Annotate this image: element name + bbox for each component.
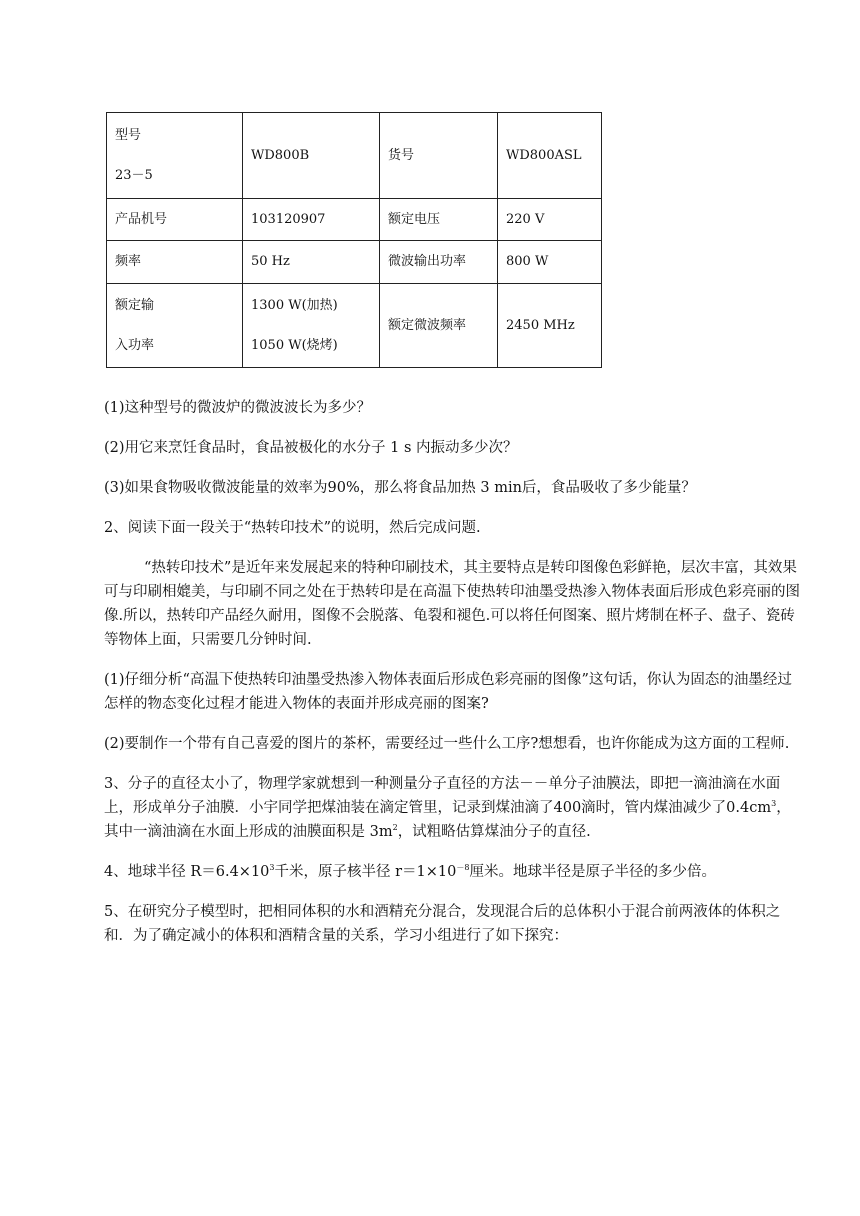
table-cell: 50 Hz	[243, 241, 380, 284]
q1-part-2: (2)用它来烹饪食品时，食品被极化的水分子 1 s 内振动多少次？	[104, 440, 518, 456]
table-cell: 1300 W(加热) 1050 W(烧烤)	[243, 284, 380, 368]
table-row	[107, 284, 602, 368]
table-cell: 额定微波频率	[380, 284, 498, 368]
table-cell: 2450 MHz	[498, 284, 602, 368]
table-cell: 额定电压	[380, 199, 498, 241]
table-row	[107, 199, 602, 241]
q2-title: 2、阅读下面一段关于“热转印技术”的说明，然后完成问题.	[104, 520, 481, 536]
table-cell: 微波输出功率	[380, 241, 498, 284]
q5-text: 5、在研究分子模型时，把相同体积的水和酒精充分混合，发现混合后的总体积小于混合前两液体的体积之和．为了确定减小的体积和酒精含量的关系，学习小组进行了如下探究：	[104, 904, 781, 944]
q4-text: 4、地球半径 $R=6.4\times 10^3$千米，原子核半径 $r=1\times 10^{-8}$厘米。地球半径是原子半径的多少倍。	[104, 863, 716, 880]
question-body	[104, 396, 804, 948]
q2-part-1: (1)仔细分析“高温下使热转印油墨受热渗入物体表面后形成色彩亮丽的图像”这句话，你认为固态的油墨经过怎样的物态变化过程才能进入物体的表面并形成亮丽的图案?	[104, 672, 792, 712]
table-cell: WD800ASL	[498, 113, 602, 199]
spec-table	[106, 112, 602, 368]
table-cell: 产品机号	[107, 199, 243, 241]
q3-text: 3、分子的直径太小了，物理学家就想到一种测量分子直径的方法－－单分子油膜法，即把一滴油滴在水面上，形成单分子油膜．小宇同学把煤油装在滴定管里，记录到煤油滴了400滴时，管内煤油减少了$0.4cm^3$， 其中一滴油滴在水面上形成的油膜面积是 $3m^2$，试粗略估算煤油分子的直径.	[104, 776, 791, 840]
table-cell: WD800B	[243, 113, 380, 199]
table-cell: 220 V	[498, 199, 602, 241]
table-cell: 800 W	[498, 241, 602, 284]
table-cell: 型号 23－5	[107, 113, 243, 199]
table-cell: 额定输 入功率	[107, 284, 243, 368]
table-cell: 103120907	[243, 199, 380, 241]
q2-part-2: (2)要制作一个带有自己喜爱的图片的茶杯，需要经过一些什么工序?想想看，也许你能成为这方面的工程师.	[104, 736, 790, 752]
table-row	[107, 241, 602, 284]
table-row	[107, 113, 602, 199]
table-cell: 频率	[107, 241, 243, 284]
table-cell: 货号	[380, 113, 498, 199]
q1-part-1: (1)这种型号的微波炉的微波波长为多少？	[104, 400, 372, 416]
q1-part-3: (3)如果食物吸收微波能量的效率为90%，那么将食品加热 3 min后，食品吸收了多少能量？	[104, 480, 696, 496]
q2-passage: “热转印技术”是近年来发展起来的特种印刷技术，其主要特点是转印图像色彩鲜艳，层次丰富，其效果可与印刷相媲美，与印刷不同之处在于热转印是在高温下使热转印油墨受热渗入物体表面后形成色彩亮丽的图像.所以，热转印产品经久耐用，图像不会脱落、龟裂和褪色.可以将任何图案、照片烤制在杯子、盘子、瓷砖等物体上面，只需要几分钟时间.	[104, 560, 800, 648]
